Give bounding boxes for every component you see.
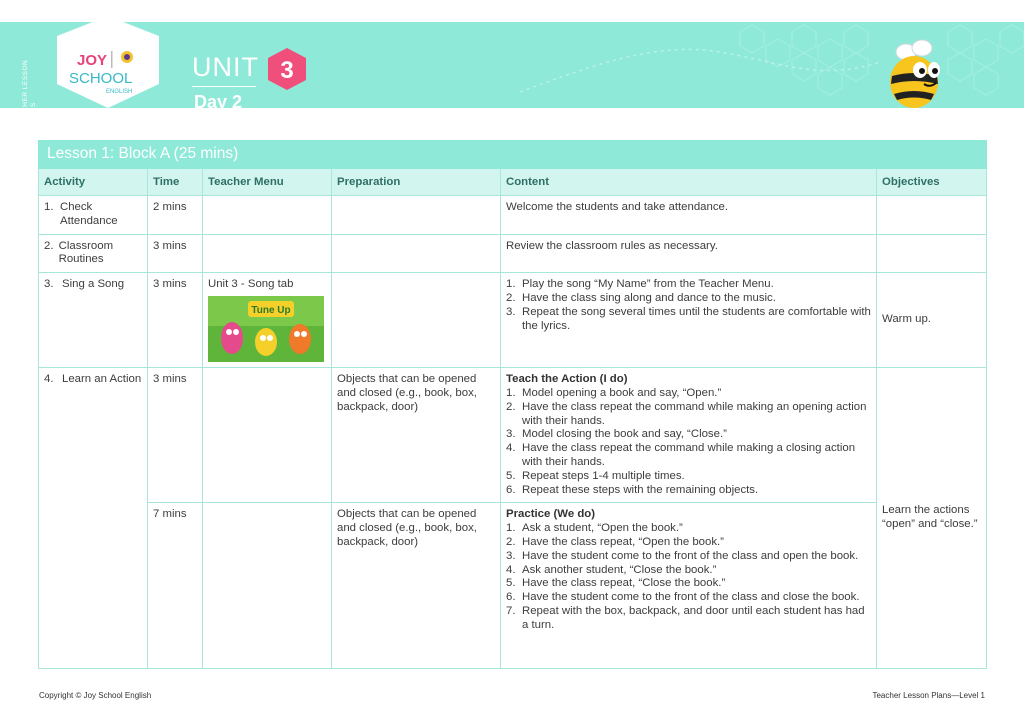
content-cell [501, 503, 877, 669]
column-header-teacher-menu: Teacher Menu [203, 169, 332, 196]
time-cell: 3 mins [148, 273, 203, 368]
list-item: 2. Have the class sing along and dance to the music. [506, 291, 776, 304]
content-steps [506, 278, 871, 333]
header-band [0, 22, 1024, 126]
preparation-cell [332, 273, 501, 368]
column-header-objectives: Objectives [877, 169, 987, 196]
svg-text:SCHOOL: SCHOOL [69, 70, 133, 87]
activity-name: Classroom Routines [58, 239, 114, 266]
time-cell: 3 mins [148, 368, 203, 503]
list-item: 1. Play the song “My Name” from the Teacher Menu. [506, 278, 774, 291]
list-item: 1. Model opening a book and say, “Open.” [506, 386, 722, 399]
content-cell: Welcome the students and take attendance. [501, 196, 877, 235]
list-item: 5. Have the class repeat, “Close the book.” [506, 577, 726, 590]
teacher-menu-label: Unit 3 - Song tab [208, 278, 294, 291]
table-row [39, 368, 987, 503]
table-row [39, 234, 987, 273]
teacher-menu-cell [203, 368, 332, 503]
svg-text:ENGLISH: ENGLISH [106, 89, 133, 95]
activity-cell: 3. Sing a Song [39, 273, 148, 368]
time-cell: 7 mins [148, 503, 203, 669]
content-steps [506, 387, 871, 497]
teacher-menu-cell [203, 503, 332, 669]
list-item: 5. Repeat steps 1-4 multiple times. [506, 469, 685, 482]
preparation-cell [332, 234, 501, 273]
column-header-content: Content [501, 169, 877, 196]
table-title-row [39, 141, 987, 169]
list-item: 2. Have the class repeat, “Open the book.” [506, 535, 724, 548]
content-cell: Review the classroom rules as necessary. [501, 234, 877, 273]
content-cell [501, 368, 877, 503]
preparation-cell: Objects that can be opened and closed (e.g., book, box, backpack, door) [332, 368, 501, 503]
activity-cell: 2. Classroom Routines [39, 234, 148, 273]
teacher-menu-cell [203, 234, 332, 273]
objectives-cell [877, 234, 987, 273]
bee-mascot-icon [884, 36, 948, 114]
teacher-menu-cell [203, 196, 332, 235]
list-item: 6. Have the student come to the front of the class and close the book. [506, 591, 860, 604]
lesson-title: Lesson 1: Block A (25 mins) [39, 141, 987, 169]
svg-text:3: 3 [280, 57, 294, 84]
lesson-table [38, 140, 987, 669]
content-cell [501, 273, 877, 368]
column-header-preparation: Preparation [332, 169, 501, 196]
content-steps [506, 522, 871, 632]
footer-document-label: Teacher Lesson Plans—Level 1 [872, 691, 985, 700]
joy-school-logo [55, 22, 161, 112]
unit-title: UNIT [192, 52, 259, 82]
table-header-row [39, 169, 987, 196]
teacher-menu-cell [203, 273, 332, 368]
unit-divider [192, 86, 256, 87]
svg-text:Tune Up: Tune Up [251, 304, 291, 316]
song-thumbnail[interactable] [208, 296, 324, 362]
footer-copyright: Copyright © Joy School English [39, 691, 152, 700]
list-item: 1. Ask a student, “Open the book.” [506, 522, 683, 535]
list-item: 4. Have the class repeat the command while making a closing action with their hands. [506, 442, 856, 468]
column-header-time: Time [148, 169, 203, 196]
content-subtitle: Teach the Action (I do) [506, 373, 628, 386]
objectives-cell: Warm up. [877, 273, 987, 368]
table-row [39, 503, 987, 669]
list-item: 7. Repeat with the box, backpack, and door until each student has had a turn. [506, 604, 865, 631]
list-item: 2. Have the class repeat the command while making an opening action with their hands. [506, 400, 867, 427]
objectives-cell: Learn the actions “open” and “close.” [877, 368, 987, 669]
side-label: TEACHER LESSON PLANS [22, 59, 37, 126]
activity-cell: 1. Check Attendance [39, 196, 148, 235]
list-item: 3. Repeat the song several times until the students are comfortable with the lyrics. [506, 305, 871, 332]
table-row [39, 273, 987, 368]
objectives-cell [877, 196, 987, 235]
preparation-cell: Objects that can be opened and closed (e.g., book, box, backpack, door) [332, 503, 501, 669]
preparation-cell [332, 196, 501, 235]
activity-cell: 4. Learn an Action [39, 368, 148, 669]
day-label: Day 2 [194, 92, 243, 112]
list-item: 6. Repeat these steps with the remaining objects. [506, 483, 759, 496]
content-subtitle: Practice (We do) [506, 508, 596, 521]
list-item: 3. Have the student come to the front of the class and open the book. [506, 549, 859, 562]
svg-text:JOY: JOY [77, 52, 108, 69]
activity-name: Learn an Action [62, 373, 142, 386]
activity-name: Check Attendance [59, 201, 118, 227]
unit-number-badge [266, 47, 308, 91]
column-header-activity: Activity [39, 169, 148, 196]
list-item: 4. Ask another student, “Close the book.” [506, 563, 717, 576]
activity-name: Sing a Song [62, 278, 125, 291]
time-cell: 3 mins [148, 234, 203, 273]
table-row [39, 196, 987, 235]
time-cell: 2 mins [148, 196, 203, 235]
list-item: 3. Model closing the book and say, “Close.” [506, 428, 727, 441]
